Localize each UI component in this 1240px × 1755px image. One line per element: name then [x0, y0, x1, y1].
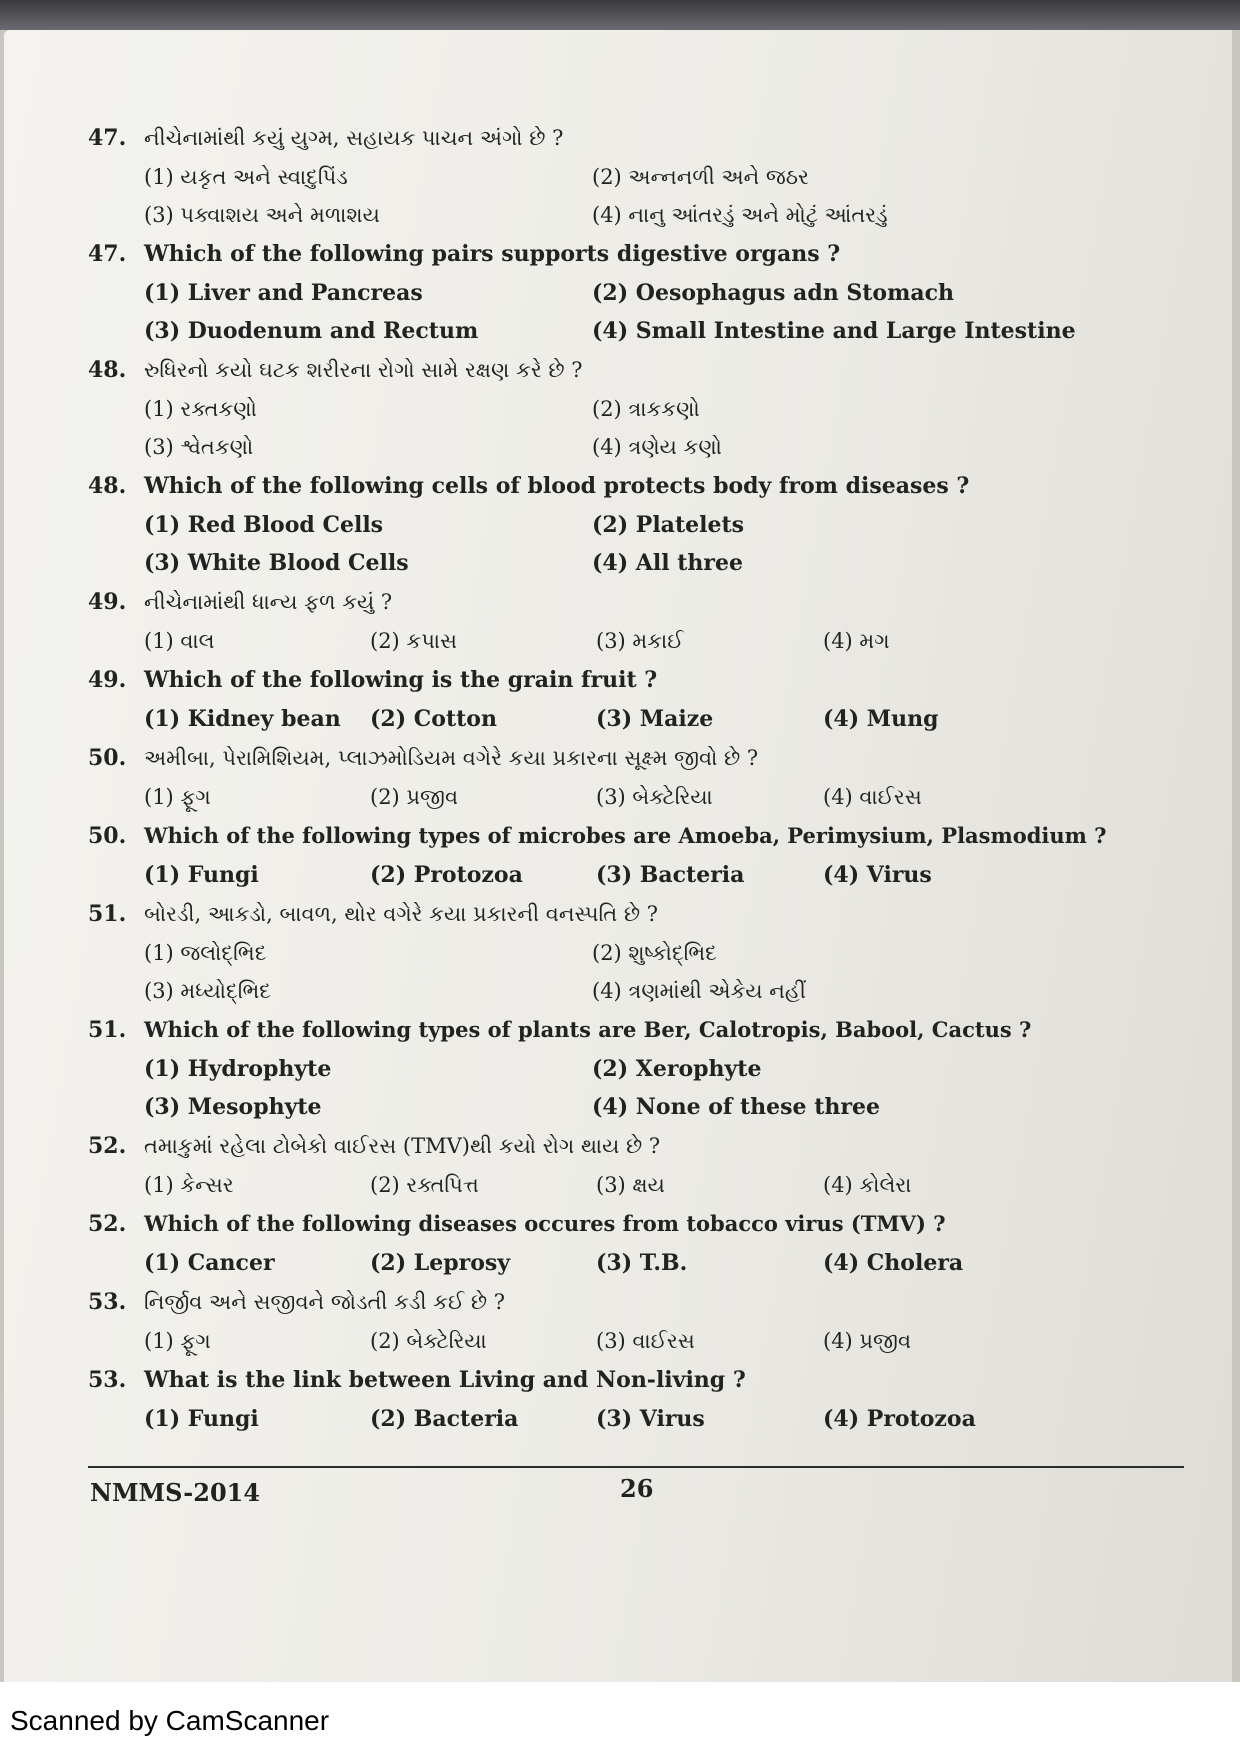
question-number: 51. [88, 901, 127, 927]
option-2: (2) Leprosy [370, 1250, 511, 1276]
question-text: Which of the following types of microbes are Amoeba, Perimysium, Plasmodium ? [144, 823, 1107, 848]
question-53-gujarati [88, 1282, 1148, 1360]
question-text: તમાકુમાં રહેલા ટોબેકો વાઈરસ (TMV)થી કયો રોગ થાય છે ? [144, 1134, 661, 1158]
option-4: (4) ત્રણમાંથી એકેય નહીં [592, 979, 806, 1003]
option-4: (4) Cholera [823, 1250, 964, 1276]
question-52-gujarati [88, 1126, 1148, 1204]
option-3: (3) Mesophyte [144, 1094, 322, 1120]
option-4: (4) મગ [823, 629, 890, 653]
option-3: (3) પક્વાશય અને મળાશય [144, 203, 380, 227]
option-1: (1) Fungi [144, 1406, 259, 1432]
option-3: (3) બેક્ટેરિયા [596, 785, 713, 809]
question-text: નિર્જીવ અને સજીવને જોડતી કડી કઈ છે ? [144, 1290, 506, 1314]
option-2: (2) શુષ્કોદ્‌ભિદ [592, 941, 717, 965]
option-4: (4) Protozoa [823, 1406, 976, 1432]
question-49-english [88, 660, 1148, 738]
question-list [88, 118, 1148, 1438]
question-number: 50. [88, 745, 127, 771]
question-50-english [88, 816, 1148, 894]
question-text: નીચેનામાંથી ધાન્ય ફળ કયું ? [144, 590, 393, 614]
option-2: (2) Protozoa [370, 862, 523, 888]
question-49-gujarati [88, 582, 1148, 660]
option-4: (4) None of these three [592, 1094, 880, 1120]
question-53-english [88, 1360, 1148, 1438]
question-47-gujarati [88, 118, 1148, 234]
option-3: (3) Maize [596, 706, 714, 732]
question-number: 49. [88, 589, 127, 615]
option-4: (4) કોલેરા [823, 1173, 912, 1197]
question-number: 48. [88, 473, 127, 499]
option-3: (3) Bacteria [596, 862, 745, 888]
option-1: (1) વાલ [144, 629, 215, 653]
option-1: (1) Liver and Pancreas [144, 280, 423, 306]
question-50-gujarati [88, 738, 1148, 816]
question-51-gujarati [88, 894, 1148, 1010]
question-number: 53. [88, 1367, 127, 1393]
question-number: 52. [88, 1133, 127, 1159]
exam-code: NMMS-2014 [90, 1478, 261, 1507]
option-2: (2) Xerophyte [592, 1056, 762, 1082]
question-51-english [88, 1010, 1148, 1126]
question-text: Which of the following diseases occures from tobacco virus (TMV) ? [144, 1211, 946, 1236]
option-1: (1) ફૂગ [144, 1329, 211, 1353]
option-4: (4) Small Intestine and Large Intestine [592, 318, 1076, 344]
option-1: (1) જલોદ્‌ભિદ [144, 941, 267, 965]
question-text: અમીબા, પેરામિશિયમ, પ્લાઝમોડિયમ વગેરે કયા પ્રકારના સૂક્ષ્મ જીવો છે ? [144, 746, 759, 770]
question-text: Which of the following types of plants are Ber, Calotropis, Babool, Cactus ? [144, 1017, 1032, 1042]
option-3: (3) શ્વેતકણો [144, 435, 254, 459]
option-4: (4) Mung [823, 706, 939, 732]
option-2: (2) રક્તપિત્ત [370, 1173, 479, 1197]
option-2: (2) બેક્ટેરિયા [370, 1329, 487, 1353]
option-2: (2) Oesophagus adn Stomach [592, 280, 955, 306]
question-number: 52. [88, 1211, 127, 1237]
option-1: (1) Red Blood Cells [144, 512, 384, 538]
option-4: (4) વાઈરસ [823, 785, 922, 809]
option-4: (4) પ્રજીવ [823, 1329, 912, 1353]
option-3: (3) Virus [596, 1406, 705, 1432]
question-number: 51. [88, 1017, 127, 1043]
option-1: (1) Fungi [144, 862, 259, 888]
footer-divider [88, 1466, 1184, 1468]
option-1: (1) Hydrophyte [144, 1056, 332, 1082]
option-3: (3) વાઈરસ [596, 1329, 695, 1353]
option-2: (2) પ્રજીવ [370, 785, 459, 809]
option-3: (3) T.B. [596, 1250, 688, 1276]
question-number: 53. [88, 1289, 127, 1315]
option-3: (3) Duodenum and Rectum [144, 318, 479, 344]
question-text: Which of the following cells of blood protects body from diseases ? [144, 473, 970, 499]
option-1: (1) Cancer [144, 1250, 275, 1276]
option-1: (1) રક્તકણો [144, 397, 257, 421]
option-2: (2) Cotton [370, 706, 497, 732]
scan-background-edge [0, 0, 1240, 30]
option-1: (1) યકૃત અને સ્વાદુપિંડ [144, 165, 348, 189]
question-52-english [88, 1204, 1148, 1282]
option-4: (4) ત્રણેય કણો [592, 435, 722, 459]
option-3: (3) ક્ષય [596, 1173, 665, 1197]
option-2: (2) Bacteria [370, 1406, 519, 1432]
option-3: (3) મકાઈ [596, 629, 684, 653]
question-47-english [88, 234, 1148, 350]
question-text: રુધિરનો કયો ઘટક શરીરના રોગો સામે રક્ષણ કરે છે ? [144, 358, 583, 382]
question-text: નીચેનામાંથી કયું યુગ્મ, સહાયક પાચન અંગો છે ? [144, 126, 564, 150]
option-4: (4) All three [592, 550, 743, 576]
question-number: 49. [88, 667, 127, 693]
option-3: (3) મધ્યોદ્‌ભિદ [144, 979, 272, 1003]
question-48-gujarati [88, 350, 1148, 466]
option-2: (2) અન્નનળી અને જઠર [592, 165, 809, 189]
question-number: 47. [88, 241, 127, 267]
question-text: બોરડી, આકડો, બાવળ, થોર વગેરે કયા પ્રકારની વનસ્પતિ છે ? [144, 902, 659, 926]
option-4: (4) Virus [823, 862, 932, 888]
scanner-watermark: Scanned by CamScanner [10, 1705, 330, 1736]
question-text: Which of the following is the grain fruit ? [144, 667, 658, 693]
question-number: 50. [88, 823, 127, 849]
question-number: 47. [88, 125, 127, 151]
question-text: What is the link between Living and Non-living ? [144, 1367, 746, 1393]
option-2: (2) Platelets [592, 512, 745, 538]
option-1: (1) કેન્સર [144, 1173, 234, 1197]
question-text: Which of the following pairs supports digestive organs ? [144, 241, 841, 267]
option-2: (2) ત્રાકકણો [592, 397, 700, 421]
question-48-english [88, 466, 1148, 582]
option-1: (1) Kidney bean [144, 706, 341, 732]
question-number: 48. [88, 357, 127, 383]
option-4: (4) નાનુ આંતરડું અને મોટું આંતરડું [592, 203, 888, 227]
option-2: (2) કપાસ [370, 629, 458, 653]
option-1: (1) ફૂગ [144, 785, 211, 809]
page-number: 26 [620, 1474, 654, 1503]
option-3: (3) White Blood Cells [144, 550, 409, 576]
